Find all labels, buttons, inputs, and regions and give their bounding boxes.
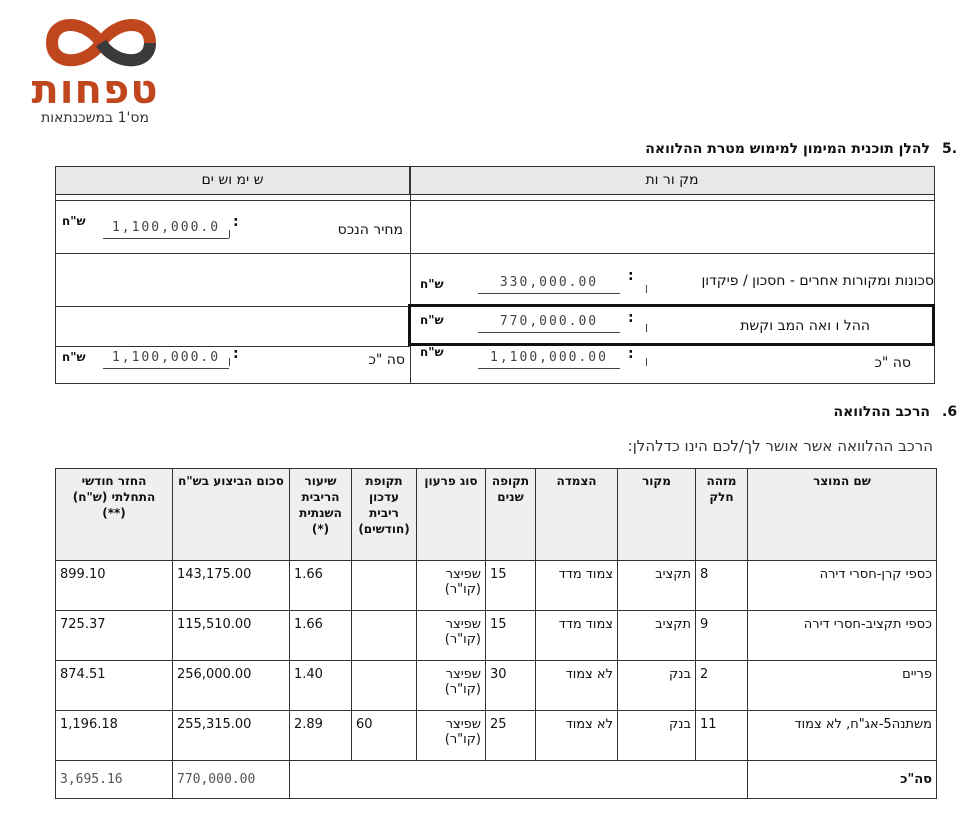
logo-infinity-icon	[42, 14, 160, 72]
other-sources-amount: 330,000.00	[478, 273, 620, 294]
sources-header: מק ור ות	[410, 167, 934, 195]
property-price-amount: 1,100,000.0	[103, 218, 229, 239]
col-header-part-id: מזהה חלק	[696, 469, 748, 561]
table-header-row	[56, 469, 937, 561]
col-header-product: שם המוצר	[748, 469, 937, 561]
uses-header: ש ימ וש ים	[56, 167, 410, 195]
section-5-title: להלן תוכנית המימון למימוש מטרת ההלוואה	[645, 141, 930, 157]
table-total-row	[56, 761, 937, 799]
col-header-annual-rate: שיעור הריבית השנתית (*)	[290, 469, 352, 561]
section-6-number: .6	[942, 404, 958, 420]
col-header-monthly-payment: החזר חודשי התחלתי (ש"ח) (**)	[56, 469, 173, 561]
requested-loan-label: ההל ו ואה המב וקשת	[740, 318, 870, 334]
table-row: כספי קרן-חסרי דירה 8 תקציב צמוד מדד 15 שפיצר (קו"ר) 1.66 143,175.00 899.10	[56, 561, 937, 611]
logo-tagline: מס'1 במשכנתאות	[41, 110, 149, 126]
section-5-number: 5.	[942, 141, 958, 157]
col-header-source: מקור	[618, 469, 696, 561]
currency-label: ש"ח	[420, 313, 444, 327]
logo-name: טפחות	[31, 67, 159, 113]
table-row: משתנה5-אג"ח, לא צמוד 11 בנק לא צמוד 25 שפיצר (קו"ר) 60 2.89 255,315.00 1,196.18	[56, 711, 937, 761]
col-header-repayment-type: סוג פרעון	[417, 469, 486, 561]
uses-total-amount: 1,100,000.0	[103, 348, 229, 369]
table-row: פריים 2 בנק לא צמוד 30 שפיצר (קו"ר) 1.40 256,000.00 874.51	[56, 661, 937, 711]
other-sources-label: סכונות ומקורות אחרים - חסכון / פיקדון	[701, 273, 934, 289]
uses-total-label: סה "כ	[368, 352, 405, 368]
currency-label: ש"ח	[420, 277, 444, 291]
col-header-execution-amount: סכום הביצוע בש"ח	[173, 469, 290, 561]
col-header-term: תקופה שנים	[486, 469, 536, 561]
total-label: סה"כ	[748, 761, 937, 799]
section-6-title: הרכב ההלוואה	[833, 404, 930, 420]
loan-composition-table	[55, 468, 937, 799]
total-monthly-payment: 3,695.16	[56, 761, 173, 799]
col-header-rate-update-period: תקופת עדכון ריבית (חודשים)	[352, 469, 417, 561]
sources-total-label: סה "כ	[874, 355, 911, 371]
col-header-linkage: הצמדה	[536, 469, 618, 561]
currency-label: ש"ח	[420, 345, 444, 359]
currency-label: ש"ח	[62, 350, 86, 364]
requested-loan-amount: 770,000.00	[478, 312, 620, 333]
currency-label: ש"ח	[62, 214, 86, 228]
sources-total-amount: 1,100,000.00	[478, 348, 620, 369]
property-price-label: מחיר הנכס	[337, 222, 403, 238]
total-execution-amount: 770,000.00	[173, 761, 290, 799]
section-6-subtitle: הרכב ההלוואה אשר אושר לך/לכם הינו כדלהלן:	[627, 437, 933, 455]
table-row: כספי תקציב-חסרי דירה 9 תקציב צמוד מדד 15 שפיצר (קו"ר) 1.66 115,510.00 725.37	[56, 611, 937, 661]
